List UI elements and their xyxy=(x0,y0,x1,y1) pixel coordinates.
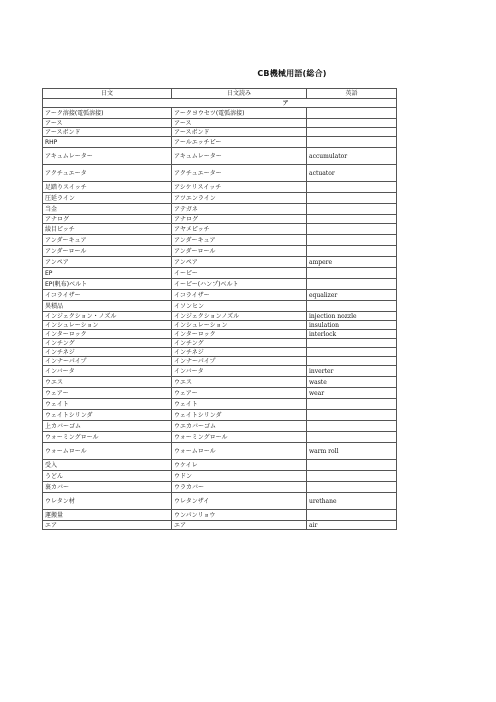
cell-reading: アヤメピッチ xyxy=(172,224,307,235)
cell-japanese: インジェクション・ノズル xyxy=(43,312,172,321)
section-heading xyxy=(43,99,397,108)
cell-japanese: ウェアー xyxy=(43,388,172,399)
cell-english xyxy=(307,471,397,482)
table-row xyxy=(43,321,397,330)
cell-japanese: 当金 xyxy=(43,204,172,215)
cell-english: wear xyxy=(307,388,397,399)
cell-japanese: 綾目ピッチ xyxy=(43,224,172,235)
table-row xyxy=(43,193,397,204)
table-row xyxy=(43,339,397,348)
table-row xyxy=(43,357,397,366)
table-row xyxy=(43,510,397,521)
table-row xyxy=(43,108,397,119)
cell-english xyxy=(307,399,397,410)
cell-japanese: ウォーミングロール xyxy=(43,432,172,443)
cell-english xyxy=(307,348,397,357)
cell-english xyxy=(307,108,397,119)
cell-japanese: 異積品 xyxy=(43,301,172,312)
cell-english: waste xyxy=(307,377,397,388)
cell-japanese: インターロック xyxy=(43,330,172,339)
cell-reading: アース xyxy=(172,119,307,128)
cell-english xyxy=(307,460,397,471)
cell-reading: アシケリスイッチ xyxy=(172,182,307,193)
cell-japanese: 裏カバー xyxy=(43,482,172,493)
cell-japanese: インバータ xyxy=(43,366,172,377)
cell-english xyxy=(307,215,397,224)
cell-english: insulation xyxy=(307,321,397,330)
table-row xyxy=(43,148,397,165)
cell-japanese: アンダーキュア xyxy=(43,235,172,246)
cell-english: accumulator xyxy=(307,148,397,165)
cell-japanese: アースボンド xyxy=(43,128,172,137)
cell-japanese: インチネジ xyxy=(43,348,172,357)
cell-japanese: アーク溶接(電弧溶接) xyxy=(43,108,172,119)
header-row xyxy=(43,89,397,99)
cell-reading: ウェイト xyxy=(172,399,307,410)
cell-english xyxy=(307,421,397,432)
cell-japanese: エア xyxy=(43,521,172,530)
cell-japanese: アキュムレーター xyxy=(43,148,172,165)
column-header-japanese: 日文 xyxy=(43,89,172,99)
cell-english xyxy=(307,268,397,279)
table-row xyxy=(43,471,397,482)
cell-english xyxy=(307,246,397,257)
cell-english xyxy=(307,182,397,193)
cell-english: actuator xyxy=(307,165,397,182)
cell-reading: ウォームロール xyxy=(172,443,307,460)
cell-reading: ウケイレ xyxy=(172,460,307,471)
cell-japanese: ウレタン材 xyxy=(43,493,172,510)
cell-reading: アキュムレーター xyxy=(172,148,307,165)
cell-reading: イーピー(ハンプ)ベルト xyxy=(172,279,307,290)
cell-japanese: インナーパイプ xyxy=(43,357,172,366)
cell-reading: インシュレーション xyxy=(172,321,307,330)
cell-reading: アンダーロール xyxy=(172,246,307,257)
table-row xyxy=(43,460,397,471)
cell-reading: アナログ xyxy=(172,215,307,224)
table-row xyxy=(43,165,397,182)
cell-english: air xyxy=(307,521,397,530)
cell-japanese: ウォームロール xyxy=(43,443,172,460)
cell-reading: アンダーキュア xyxy=(172,235,307,246)
cell-reading: ウォーミングロール xyxy=(172,432,307,443)
cell-japanese: インチング xyxy=(43,339,172,348)
table-row xyxy=(43,330,397,339)
cell-english xyxy=(307,193,397,204)
cell-english xyxy=(307,339,397,348)
cell-reading: アクチュエーター xyxy=(172,165,307,182)
cell-japanese: 受入 xyxy=(43,460,172,471)
cell-reading: アツエンライン xyxy=(172,193,307,204)
cell-japanese: うどん xyxy=(43,471,172,482)
cell-reading: イーピー xyxy=(172,268,307,279)
cell-reading: ウラカバー xyxy=(172,482,307,493)
cell-japanese: イコライザー xyxy=(43,290,172,301)
cell-reading: ウレタンザイ xyxy=(172,493,307,510)
table-row xyxy=(43,301,397,312)
cell-reading: ウエス xyxy=(172,377,307,388)
cell-japanese: 足踏りスイッチ xyxy=(43,182,172,193)
cell-english xyxy=(307,128,397,137)
table-row xyxy=(43,257,397,268)
cell-english xyxy=(307,432,397,443)
glossary-table xyxy=(42,88,397,530)
table-row xyxy=(43,388,397,399)
cell-reading: ウェイトシリンダ xyxy=(172,410,307,421)
cell-english xyxy=(307,357,397,366)
table-row xyxy=(43,521,397,530)
cell-japanese: インシュレーション xyxy=(43,321,172,330)
cell-reading: アークヨウセツ(電弧溶接) xyxy=(172,108,307,119)
cell-reading: インターロック xyxy=(172,330,307,339)
cell-reading: ウドン xyxy=(172,471,307,482)
cell-reading: エア xyxy=(172,521,307,530)
cell-english: urethane xyxy=(307,493,397,510)
cell-japanese: ウエス xyxy=(43,377,172,388)
cell-english: injection nozzle xyxy=(307,312,397,321)
cell-reading: アンペア xyxy=(172,257,307,268)
table-row xyxy=(43,119,397,128)
cell-reading: インナーパイプ xyxy=(172,357,307,366)
table-row xyxy=(43,493,397,510)
table-row xyxy=(43,215,397,224)
cell-english: interlock xyxy=(307,330,397,339)
cell-english xyxy=(307,301,397,312)
table-row xyxy=(43,290,397,301)
cell-english xyxy=(307,204,397,215)
cell-english xyxy=(307,119,397,128)
cell-reading: イコライザー xyxy=(172,290,307,301)
table-row xyxy=(43,246,397,257)
table-row xyxy=(43,312,397,321)
cell-japanese: アナログ xyxy=(43,215,172,224)
section-label: ア xyxy=(282,99,289,107)
cell-english: inverter xyxy=(307,366,397,377)
cell-english xyxy=(307,235,397,246)
table-row xyxy=(43,443,397,460)
cell-english xyxy=(307,410,397,421)
column-header-reading: 日文読み xyxy=(172,89,307,99)
table-row xyxy=(43,432,397,443)
table-row xyxy=(43,224,397,235)
cell-japanese: 運搬量 xyxy=(43,510,172,521)
cell-japanese: アンダーロール xyxy=(43,246,172,257)
table-row xyxy=(43,410,397,421)
table-row xyxy=(43,268,397,279)
cell-japanese: 圧延ライン xyxy=(43,193,172,204)
table-row xyxy=(43,137,397,148)
cell-japanese: ウェイトシリンダ xyxy=(43,410,172,421)
table-row xyxy=(43,399,397,410)
cell-reading: インジェクションノズル xyxy=(172,312,307,321)
cell-japanese: アンペア xyxy=(43,257,172,268)
table-row xyxy=(43,204,397,215)
table-row xyxy=(43,182,397,193)
section-row xyxy=(43,99,397,108)
cell-reading: イソンヒン xyxy=(172,301,307,312)
cell-english xyxy=(307,482,397,493)
cell-english: ampere xyxy=(307,257,397,268)
cell-english: warm roll xyxy=(307,443,397,460)
table-row xyxy=(43,348,397,357)
table-row xyxy=(43,279,397,290)
cell-japanese: アース xyxy=(43,119,172,128)
cell-reading: アテガネ xyxy=(172,204,307,215)
page-title-text: CB機械用語(総合) xyxy=(257,69,327,78)
table-row xyxy=(43,482,397,493)
cell-reading: アールエッチピー xyxy=(172,137,307,148)
cell-reading: インチネジ xyxy=(172,348,307,357)
table-row xyxy=(43,421,397,432)
cell-reading: ウエカバーゴム xyxy=(172,421,307,432)
cell-english xyxy=(307,137,397,148)
table-row xyxy=(43,235,397,246)
cell-english xyxy=(307,279,397,290)
cell-reading: ウェアー xyxy=(172,388,307,399)
column-header-english: 英語 xyxy=(307,89,397,99)
cell-japanese: ウェイト xyxy=(43,399,172,410)
table-row xyxy=(43,366,397,377)
cell-japanese: 上カバーゴム xyxy=(43,421,172,432)
cell-japanese: EP(帆布)ベルト xyxy=(43,279,172,290)
cell-english xyxy=(307,224,397,235)
table-row xyxy=(43,377,397,388)
cell-japanese: アクチュエータ xyxy=(43,165,172,182)
cell-japanese: RHP xyxy=(43,137,172,148)
cell-reading: ウンパンリョウ xyxy=(172,510,307,521)
cell-reading: アースボンド xyxy=(172,128,307,137)
cell-reading: インバータ xyxy=(172,366,307,377)
cell-english: equalizer xyxy=(307,290,397,301)
cell-reading: インチング xyxy=(172,339,307,348)
cell-english xyxy=(307,510,397,521)
page-title xyxy=(0,68,496,79)
table-row xyxy=(43,128,397,137)
cell-japanese: EP xyxy=(43,268,172,279)
